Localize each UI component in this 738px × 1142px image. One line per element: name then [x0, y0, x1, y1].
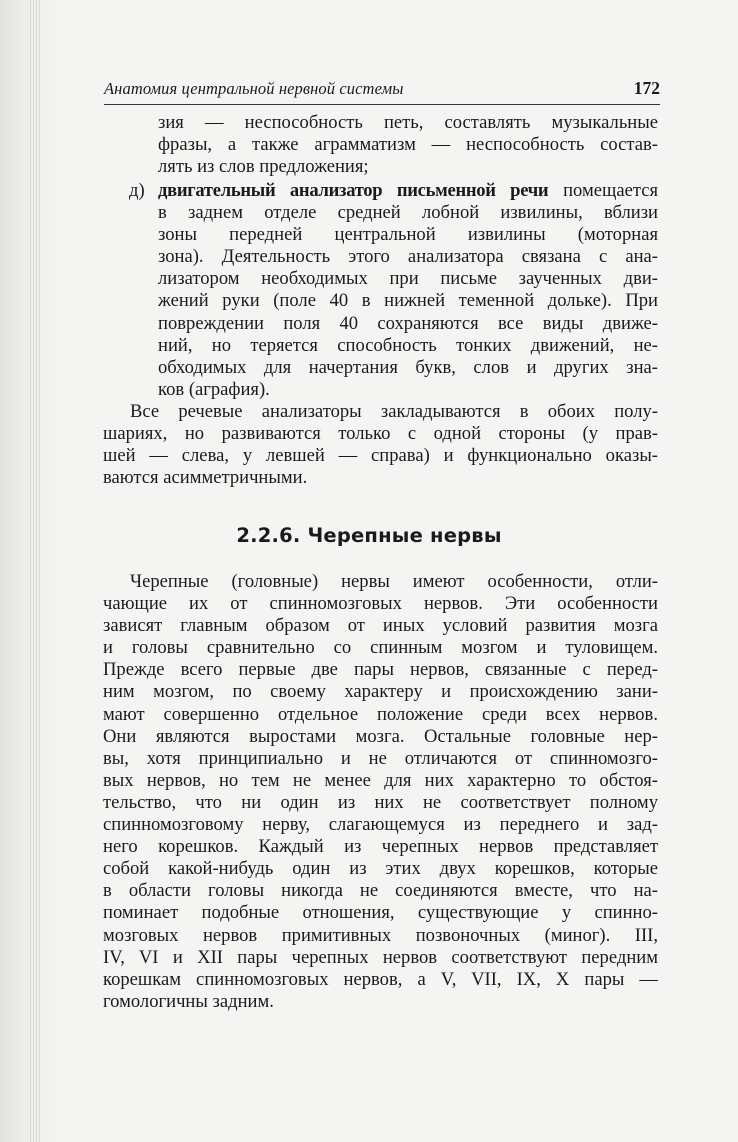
text-line: жений руки (поле 40 в нижней теменной дольке). При — [158, 290, 658, 312]
text-line: зия — неспособность петь, составлять музыкальные — [158, 112, 658, 133]
running-head-title: Анатомия центральной нервной системы — [104, 79, 404, 98]
text-line: мозговых нервов примитивных позвоночных (миног). III, — [103, 924, 658, 946]
text-line — [158, 180, 658, 202]
text-line: Прежде всего первые две пары нервов, связанные с перед- — [103, 659, 658, 681]
running-head — [104, 74, 660, 105]
text-line: лять из слов предложения; — [158, 156, 369, 178]
list-item-marker: д) — [129, 180, 145, 201]
text-line: него корешков. Каждый из черепных нервов представляет — [103, 836, 658, 858]
text-line: поминает подобные отношения, существующие у спинно- — [103, 902, 658, 924]
text-line: тельство, что ни один из них не соответствует полному — [103, 791, 658, 813]
text-line: зоны передней центральной извилины (моторная — [158, 224, 658, 246]
list-item-continuation — [158, 112, 658, 178]
text-line: Все речевые анализаторы закладываются в обоих полу- — [130, 401, 658, 422]
text-line: вы, хотя принципиально и не отличаются от спинномозго- — [103, 747, 658, 769]
text-line: собой какой-нибудь один из этих двух корешков, которые — [103, 858, 658, 880]
text-line: обходимых для начертания букв, слов и других зна- — [158, 356, 658, 378]
text-line: вых нервов, но тем не менее для них характерно то обстоя- — [103, 769, 658, 791]
list-item-term: двигательный анализатор письменной речи — [158, 180, 549, 201]
text-line: Они являются выростами мозга. Остальные головные нер- — [103, 725, 658, 747]
text-line: шей — слева, у левшей — справа) и функционально оказы- — [103, 445, 658, 467]
text-line: зависят главным образом от иных условий развития мозга — [103, 615, 658, 637]
text-line: зона). Деятельность этого анализатора связана с ана- — [158, 246, 658, 268]
text-line: мают совершенно отдельное положение среди всех нервов. — [103, 703, 658, 725]
section-paragraph — [103, 571, 658, 1013]
text-line: в области головы никогда не соединяются вместе, что на- — [103, 880, 658, 902]
text-line: ний, но теряется способность тонких движений, не- — [158, 334, 658, 356]
text-line: ков (аграфия). — [158, 378, 270, 400]
text-line: ним мозгом, по своему характеру и происхождению зани- — [103, 681, 658, 703]
text-line: повреждении поля 40 сохраняются все виды движе- — [158, 312, 658, 334]
text-line: спинномозговому нерву, слагающемуся из переднего и зад- — [103, 814, 658, 836]
scan-binding-edge — [0, 0, 60, 1142]
text-line: чающие их от спинномозговых нервов. Эти особенности — [103, 593, 658, 615]
text-line: в заднем отделе средней лобной извилины, вблизи — [158, 202, 658, 224]
text-line: шариях, но развиваются только с одной стороны (у прав- — [103, 423, 658, 445]
text-line: фразы, а также аграмматизм — неспособность состав- — [158, 134, 658, 156]
list-item-d — [158, 180, 658, 401]
list-item-first-line-rest: помещается — [548, 180, 658, 201]
text-line: и головы сравнительно со спинным мозгом и туловищем. — [103, 637, 658, 659]
text-line: Черепные (головные) нервы имеют особенности, отли- — [130, 571, 658, 592]
text-line: ваются асимметричными. — [103, 467, 308, 489]
text-line: лизатором необходимых при письме заученных дви- — [158, 268, 658, 290]
page-number: 172 — [633, 78, 660, 98]
body-paragraph — [103, 401, 658, 489]
text-line: IV, VI и XII пары черепных нервов соответствуют передним — [103, 946, 658, 968]
section-heading: 2.2.6. Черепные нервы — [236, 524, 502, 547]
text-line: гомологичны задним. — [103, 990, 274, 1012]
text-line: корешкам спинномозговых нервов, а V, VII, IX, X пары — — [103, 968, 658, 990]
